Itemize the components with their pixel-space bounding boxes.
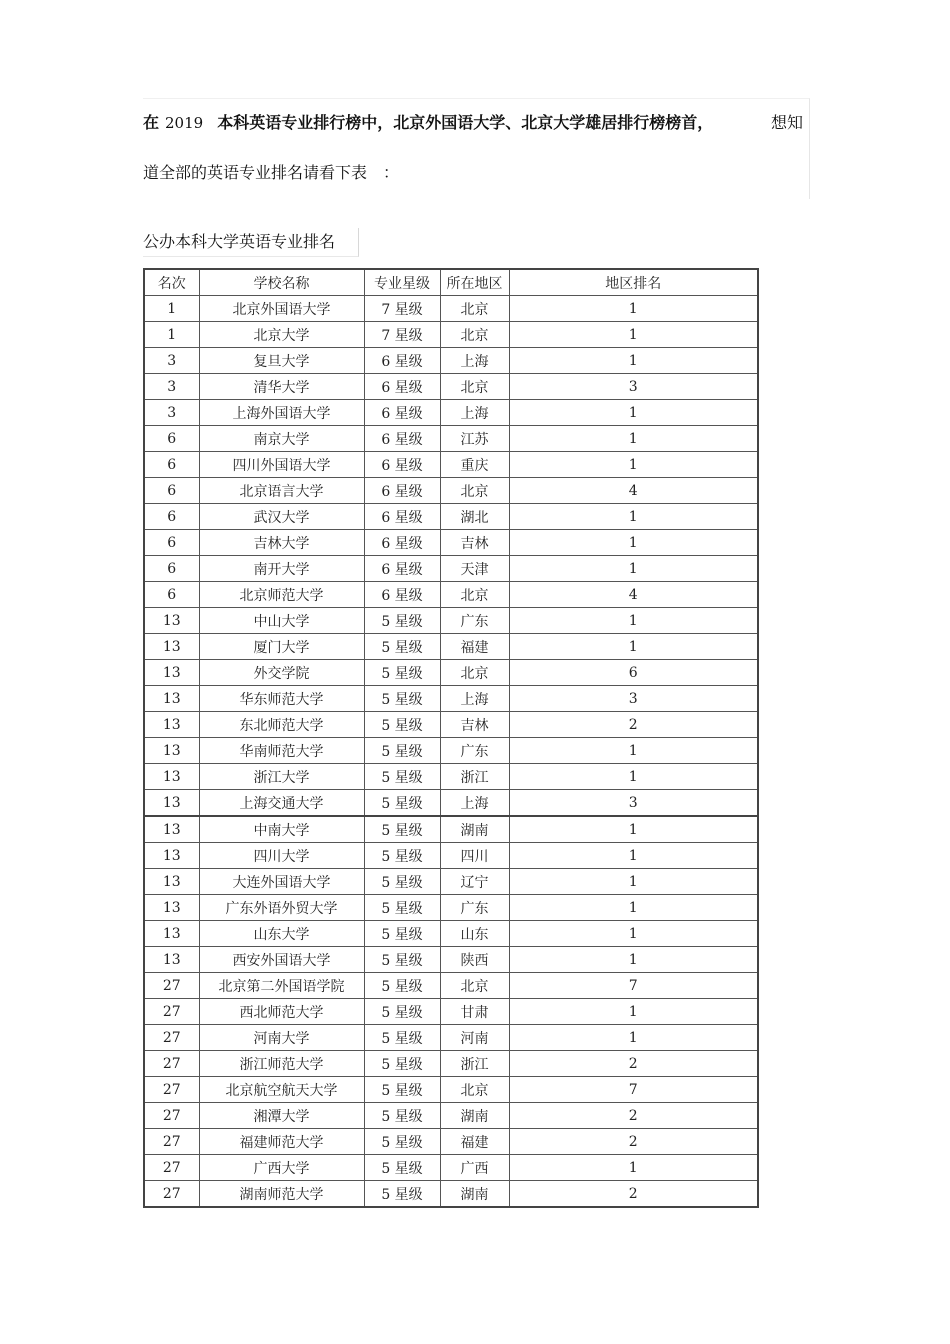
cell-stars: 6 星级 bbox=[364, 348, 440, 374]
cell-region: 浙江 bbox=[440, 1051, 509, 1077]
cell-region-rank: 1 bbox=[509, 999, 758, 1025]
cell-rank: 13 bbox=[144, 843, 199, 869]
cell-rank: 13 bbox=[144, 634, 199, 660]
cell-rank: 13 bbox=[144, 869, 199, 895]
cell-rank: 13 bbox=[144, 921, 199, 947]
cell-school: 西北师范大学 bbox=[199, 999, 364, 1025]
cell-region-rank: 1 bbox=[509, 1155, 758, 1181]
cell-stars: 6 星级 bbox=[364, 504, 440, 530]
cell-region-rank: 1 bbox=[509, 556, 758, 582]
cell-stars: 5 星级 bbox=[364, 1025, 440, 1051]
cell-rank: 13 bbox=[144, 686, 199, 712]
cell-school: 清华大学 bbox=[199, 374, 364, 400]
cell-school: 武汉大学 bbox=[199, 504, 364, 530]
cell-region: 上海 bbox=[440, 400, 509, 426]
cell-school: 北京师范大学 bbox=[199, 582, 364, 608]
cell-region: 吉林 bbox=[440, 530, 509, 556]
cell-region: 北京 bbox=[440, 374, 509, 400]
cell-region-rank: 1 bbox=[509, 921, 758, 947]
cell-region: 北京 bbox=[440, 973, 509, 999]
table-row bbox=[144, 582, 758, 608]
cell-region-rank: 4 bbox=[509, 478, 758, 504]
cell-stars: 5 星级 bbox=[364, 1103, 440, 1129]
cell-stars: 6 星级 bbox=[364, 582, 440, 608]
cell-school: 北京外国语大学 bbox=[199, 296, 364, 322]
cell-rank: 3 bbox=[144, 348, 199, 374]
cell-region: 浙江 bbox=[440, 764, 509, 790]
cell-stars: 5 星级 bbox=[364, 843, 440, 869]
cell-school: 上海交通大学 bbox=[199, 790, 364, 817]
header-rank: 名次 bbox=[144, 269, 199, 296]
intro-line-1-tail: 想知 bbox=[770, 113, 803, 132]
cell-region-rank: 1 bbox=[509, 634, 758, 660]
cell-region-rank: 1 bbox=[509, 764, 758, 790]
cell-region-rank: 2 bbox=[509, 1129, 758, 1155]
table-row bbox=[144, 712, 758, 738]
cell-region-rank: 4 bbox=[509, 582, 758, 608]
cell-rank: 27 bbox=[144, 1129, 199, 1155]
cell-school: 西安外国语大学 bbox=[199, 947, 364, 973]
intro-colon: ： bbox=[383, 163, 400, 182]
cell-rank: 27 bbox=[144, 1181, 199, 1208]
cell-region-rank: 1 bbox=[509, 322, 758, 348]
cell-rank: 13 bbox=[144, 712, 199, 738]
intro-line-2-text: 道全部的英语专业排名请看下表 bbox=[143, 163, 368, 182]
cell-school: 北京航空航天大学 bbox=[199, 1077, 364, 1103]
table-row bbox=[144, 530, 758, 556]
cell-school: 四川大学 bbox=[199, 843, 364, 869]
cell-stars: 6 星级 bbox=[364, 400, 440, 426]
cell-region-rank: 1 bbox=[509, 816, 758, 843]
table-row bbox=[144, 843, 758, 869]
cell-stars: 5 星级 bbox=[364, 1181, 440, 1208]
cell-stars: 5 星级 bbox=[364, 869, 440, 895]
table-row bbox=[144, 634, 758, 660]
cell-rank: 27 bbox=[144, 999, 199, 1025]
cell-region: 陕西 bbox=[440, 947, 509, 973]
cell-stars: 5 星级 bbox=[364, 1077, 440, 1103]
intro-line-1 bbox=[143, 113, 809, 133]
cell-rank: 6 bbox=[144, 582, 199, 608]
cell-region: 四川 bbox=[440, 843, 509, 869]
cell-rank: 13 bbox=[144, 764, 199, 790]
cell-rank: 6 bbox=[144, 478, 199, 504]
cell-region: 北京 bbox=[440, 660, 509, 686]
cell-region: 北京 bbox=[440, 296, 509, 322]
intro-prefix: 在 bbox=[143, 113, 160, 132]
table-row bbox=[144, 764, 758, 790]
table-row bbox=[144, 686, 758, 712]
cell-region: 山东 bbox=[440, 921, 509, 947]
cell-stars: 6 星级 bbox=[364, 478, 440, 504]
cell-school: 浙江师范大学 bbox=[199, 1051, 364, 1077]
cell-region-rank: 1 bbox=[509, 426, 758, 452]
cell-region-rank: 1 bbox=[509, 608, 758, 634]
header-school: 学校名称 bbox=[199, 269, 364, 296]
table-row bbox=[144, 296, 758, 322]
cell-rank: 27 bbox=[144, 1025, 199, 1051]
header-region-rank: 地区排名 bbox=[509, 269, 758, 296]
cell-region: 湖北 bbox=[440, 504, 509, 530]
cell-region-rank: 1 bbox=[509, 843, 758, 869]
cell-stars: 5 星级 bbox=[364, 1129, 440, 1155]
cell-region-rank: 1 bbox=[509, 869, 758, 895]
cell-stars: 5 星级 bbox=[364, 816, 440, 843]
cell-stars: 5 星级 bbox=[364, 738, 440, 764]
cell-rank: 1 bbox=[144, 296, 199, 322]
cell-stars: 5 星级 bbox=[364, 660, 440, 686]
cell-region-rank: 1 bbox=[509, 452, 758, 478]
cell-rank: 13 bbox=[144, 947, 199, 973]
table-row bbox=[144, 1103, 758, 1129]
table-row bbox=[144, 947, 758, 973]
cell-region: 广西 bbox=[440, 1155, 509, 1181]
cell-school: 北京第二外国语学院 bbox=[199, 973, 364, 999]
cell-region: 河南 bbox=[440, 1025, 509, 1051]
table-row bbox=[144, 1051, 758, 1077]
cell-school: 华东师范大学 bbox=[199, 686, 364, 712]
cell-school: 中山大学 bbox=[199, 608, 364, 634]
cell-stars: 5 星级 bbox=[364, 634, 440, 660]
table-row bbox=[144, 1129, 758, 1155]
cell-region-rank: 1 bbox=[509, 895, 758, 921]
cell-region: 湖南 bbox=[440, 1103, 509, 1129]
table-header-row bbox=[144, 269, 758, 296]
cell-region: 江苏 bbox=[440, 426, 509, 452]
cell-school: 东北师范大学 bbox=[199, 712, 364, 738]
table-row bbox=[144, 999, 758, 1025]
cell-rank: 13 bbox=[144, 660, 199, 686]
cell-school: 复旦大学 bbox=[199, 348, 364, 374]
cell-rank: 13 bbox=[144, 895, 199, 921]
table-row bbox=[144, 790, 758, 817]
cell-region: 福建 bbox=[440, 1129, 509, 1155]
cell-rank: 6 bbox=[144, 556, 199, 582]
cell-stars: 5 星级 bbox=[364, 973, 440, 999]
table-row bbox=[144, 608, 758, 634]
cell-school: 大连外国语大学 bbox=[199, 869, 364, 895]
table-row bbox=[144, 452, 758, 478]
table-title: 公办本科大学英语专业排名 bbox=[143, 228, 359, 257]
cell-region: 上海 bbox=[440, 790, 509, 817]
intro-line-2 bbox=[143, 163, 399, 183]
cell-rank: 6 bbox=[144, 452, 199, 478]
table-row bbox=[144, 504, 758, 530]
cell-region: 吉林 bbox=[440, 712, 509, 738]
cell-region: 北京 bbox=[440, 322, 509, 348]
cell-region: 重庆 bbox=[440, 452, 509, 478]
cell-rank: 1 bbox=[144, 322, 199, 348]
cell-region: 上海 bbox=[440, 686, 509, 712]
cell-region-rank: 1 bbox=[509, 504, 758, 530]
cell-region-rank: 1 bbox=[509, 296, 758, 322]
cell-region-rank: 3 bbox=[509, 790, 758, 817]
cell-rank: 27 bbox=[144, 1077, 199, 1103]
table-row bbox=[144, 816, 758, 843]
cell-region: 广东 bbox=[440, 608, 509, 634]
cell-region-rank: 1 bbox=[509, 738, 758, 764]
cell-stars: 5 星级 bbox=[364, 1155, 440, 1181]
cell-region-rank: 3 bbox=[509, 686, 758, 712]
table-row bbox=[144, 660, 758, 686]
table-row bbox=[144, 1077, 758, 1103]
cell-region: 北京 bbox=[440, 1077, 509, 1103]
table-row bbox=[144, 1181, 758, 1208]
table-row bbox=[144, 1155, 758, 1181]
table-row bbox=[144, 374, 758, 400]
table-row bbox=[144, 400, 758, 426]
cell-region: 湖南 bbox=[440, 1181, 509, 1208]
table-row bbox=[144, 921, 758, 947]
table-row bbox=[144, 556, 758, 582]
cell-rank: 27 bbox=[144, 1103, 199, 1129]
header-region: 所在地区 bbox=[440, 269, 509, 296]
cell-region: 北京 bbox=[440, 478, 509, 504]
cell-region: 甘肃 bbox=[440, 999, 509, 1025]
cell-region: 福建 bbox=[440, 634, 509, 660]
table-row bbox=[144, 1025, 758, 1051]
cell-stars: 5 星级 bbox=[364, 712, 440, 738]
table-body bbox=[144, 296, 758, 1208]
cell-region: 湖南 bbox=[440, 816, 509, 843]
cell-stars: 6 星级 bbox=[364, 530, 440, 556]
cell-rank: 3 bbox=[144, 400, 199, 426]
cell-region-rank: 1 bbox=[509, 1025, 758, 1051]
table-row bbox=[144, 348, 758, 374]
table-row bbox=[144, 973, 758, 999]
cell-region-rank: 2 bbox=[509, 1181, 758, 1208]
table-row bbox=[144, 426, 758, 452]
cell-school: 厦门大学 bbox=[199, 634, 364, 660]
table-row bbox=[144, 738, 758, 764]
cell-stars: 5 星级 bbox=[364, 764, 440, 790]
cell-stars: 5 星级 bbox=[364, 1051, 440, 1077]
cell-region-rank: 1 bbox=[509, 348, 758, 374]
cell-region-rank: 2 bbox=[509, 1051, 758, 1077]
cell-stars: 5 星级 bbox=[364, 999, 440, 1025]
cell-region: 广东 bbox=[440, 738, 509, 764]
cell-stars: 5 星级 bbox=[364, 921, 440, 947]
intro-paragraph bbox=[143, 98, 810, 199]
cell-region-rank: 7 bbox=[509, 1077, 758, 1103]
cell-rank: 6 bbox=[144, 504, 199, 530]
cell-region-rank: 3 bbox=[509, 374, 758, 400]
cell-region: 北京 bbox=[440, 582, 509, 608]
cell-school: 浙江大学 bbox=[199, 764, 364, 790]
cell-school: 华南师范大学 bbox=[199, 738, 364, 764]
cell-stars: 5 星级 bbox=[364, 947, 440, 973]
cell-region-rank: 6 bbox=[509, 660, 758, 686]
cell-school: 广东外语外贸大学 bbox=[199, 895, 364, 921]
cell-region: 天津 bbox=[440, 556, 509, 582]
cell-school: 上海外国语大学 bbox=[199, 400, 364, 426]
cell-rank: 6 bbox=[144, 530, 199, 556]
cell-region: 广东 bbox=[440, 895, 509, 921]
cell-stars: 6 星级 bbox=[364, 452, 440, 478]
cell-rank: 6 bbox=[144, 426, 199, 452]
cell-school: 北京大学 bbox=[199, 322, 364, 348]
cell-school: 外交学院 bbox=[199, 660, 364, 686]
cell-stars: 5 星级 bbox=[364, 895, 440, 921]
cell-stars: 5 星级 bbox=[364, 686, 440, 712]
cell-rank: 27 bbox=[144, 1051, 199, 1077]
cell-school: 福建师范大学 bbox=[199, 1129, 364, 1155]
intro-year: 2019 bbox=[165, 114, 204, 132]
cell-stars: 6 星级 bbox=[364, 556, 440, 582]
cell-school: 湘潭大学 bbox=[199, 1103, 364, 1129]
table-row bbox=[144, 895, 758, 921]
cell-region: 辽宁 bbox=[440, 869, 509, 895]
cell-rank: 13 bbox=[144, 738, 199, 764]
cell-stars: 5 星级 bbox=[364, 790, 440, 817]
table-row bbox=[144, 869, 758, 895]
cell-rank: 27 bbox=[144, 973, 199, 999]
cell-region-rank: 1 bbox=[509, 400, 758, 426]
cell-school: 四川外国语大学 bbox=[199, 452, 364, 478]
cell-rank: 13 bbox=[144, 816, 199, 843]
cell-stars: 7 星级 bbox=[364, 296, 440, 322]
cell-school: 吉林大学 bbox=[199, 530, 364, 556]
cell-school: 北京语言大学 bbox=[199, 478, 364, 504]
intro-headline: 本科英语专业排行榜中，北京外国语大学、北京大学雄居排行榜榜首， bbox=[217, 113, 714, 132]
table-row bbox=[144, 322, 758, 348]
header-stars: 专业星级 bbox=[364, 269, 440, 296]
cell-stars: 7 星级 bbox=[364, 322, 440, 348]
cell-school: 中南大学 bbox=[199, 816, 364, 843]
cell-region-rank: 2 bbox=[509, 712, 758, 738]
cell-region-rank: 1 bbox=[509, 947, 758, 973]
cell-school: 南京大学 bbox=[199, 426, 364, 452]
cell-stars: 6 星级 bbox=[364, 374, 440, 400]
cell-rank: 3 bbox=[144, 374, 199, 400]
cell-region-rank: 7 bbox=[509, 973, 758, 999]
cell-region-rank: 2 bbox=[509, 1103, 758, 1129]
cell-rank: 13 bbox=[144, 790, 199, 817]
cell-region-rank: 1 bbox=[509, 530, 758, 556]
ranking-table bbox=[143, 268, 759, 1208]
cell-school: 河南大学 bbox=[199, 1025, 364, 1051]
cell-stars: 5 星级 bbox=[364, 608, 440, 634]
cell-rank: 13 bbox=[144, 608, 199, 634]
cell-region: 上海 bbox=[440, 348, 509, 374]
cell-stars: 6 星级 bbox=[364, 426, 440, 452]
table-row bbox=[144, 478, 758, 504]
cell-school: 湖南师范大学 bbox=[199, 1181, 364, 1208]
cell-school: 山东大学 bbox=[199, 921, 364, 947]
cell-school: 南开大学 bbox=[199, 556, 364, 582]
cell-rank: 27 bbox=[144, 1155, 199, 1181]
cell-school: 广西大学 bbox=[199, 1155, 364, 1181]
